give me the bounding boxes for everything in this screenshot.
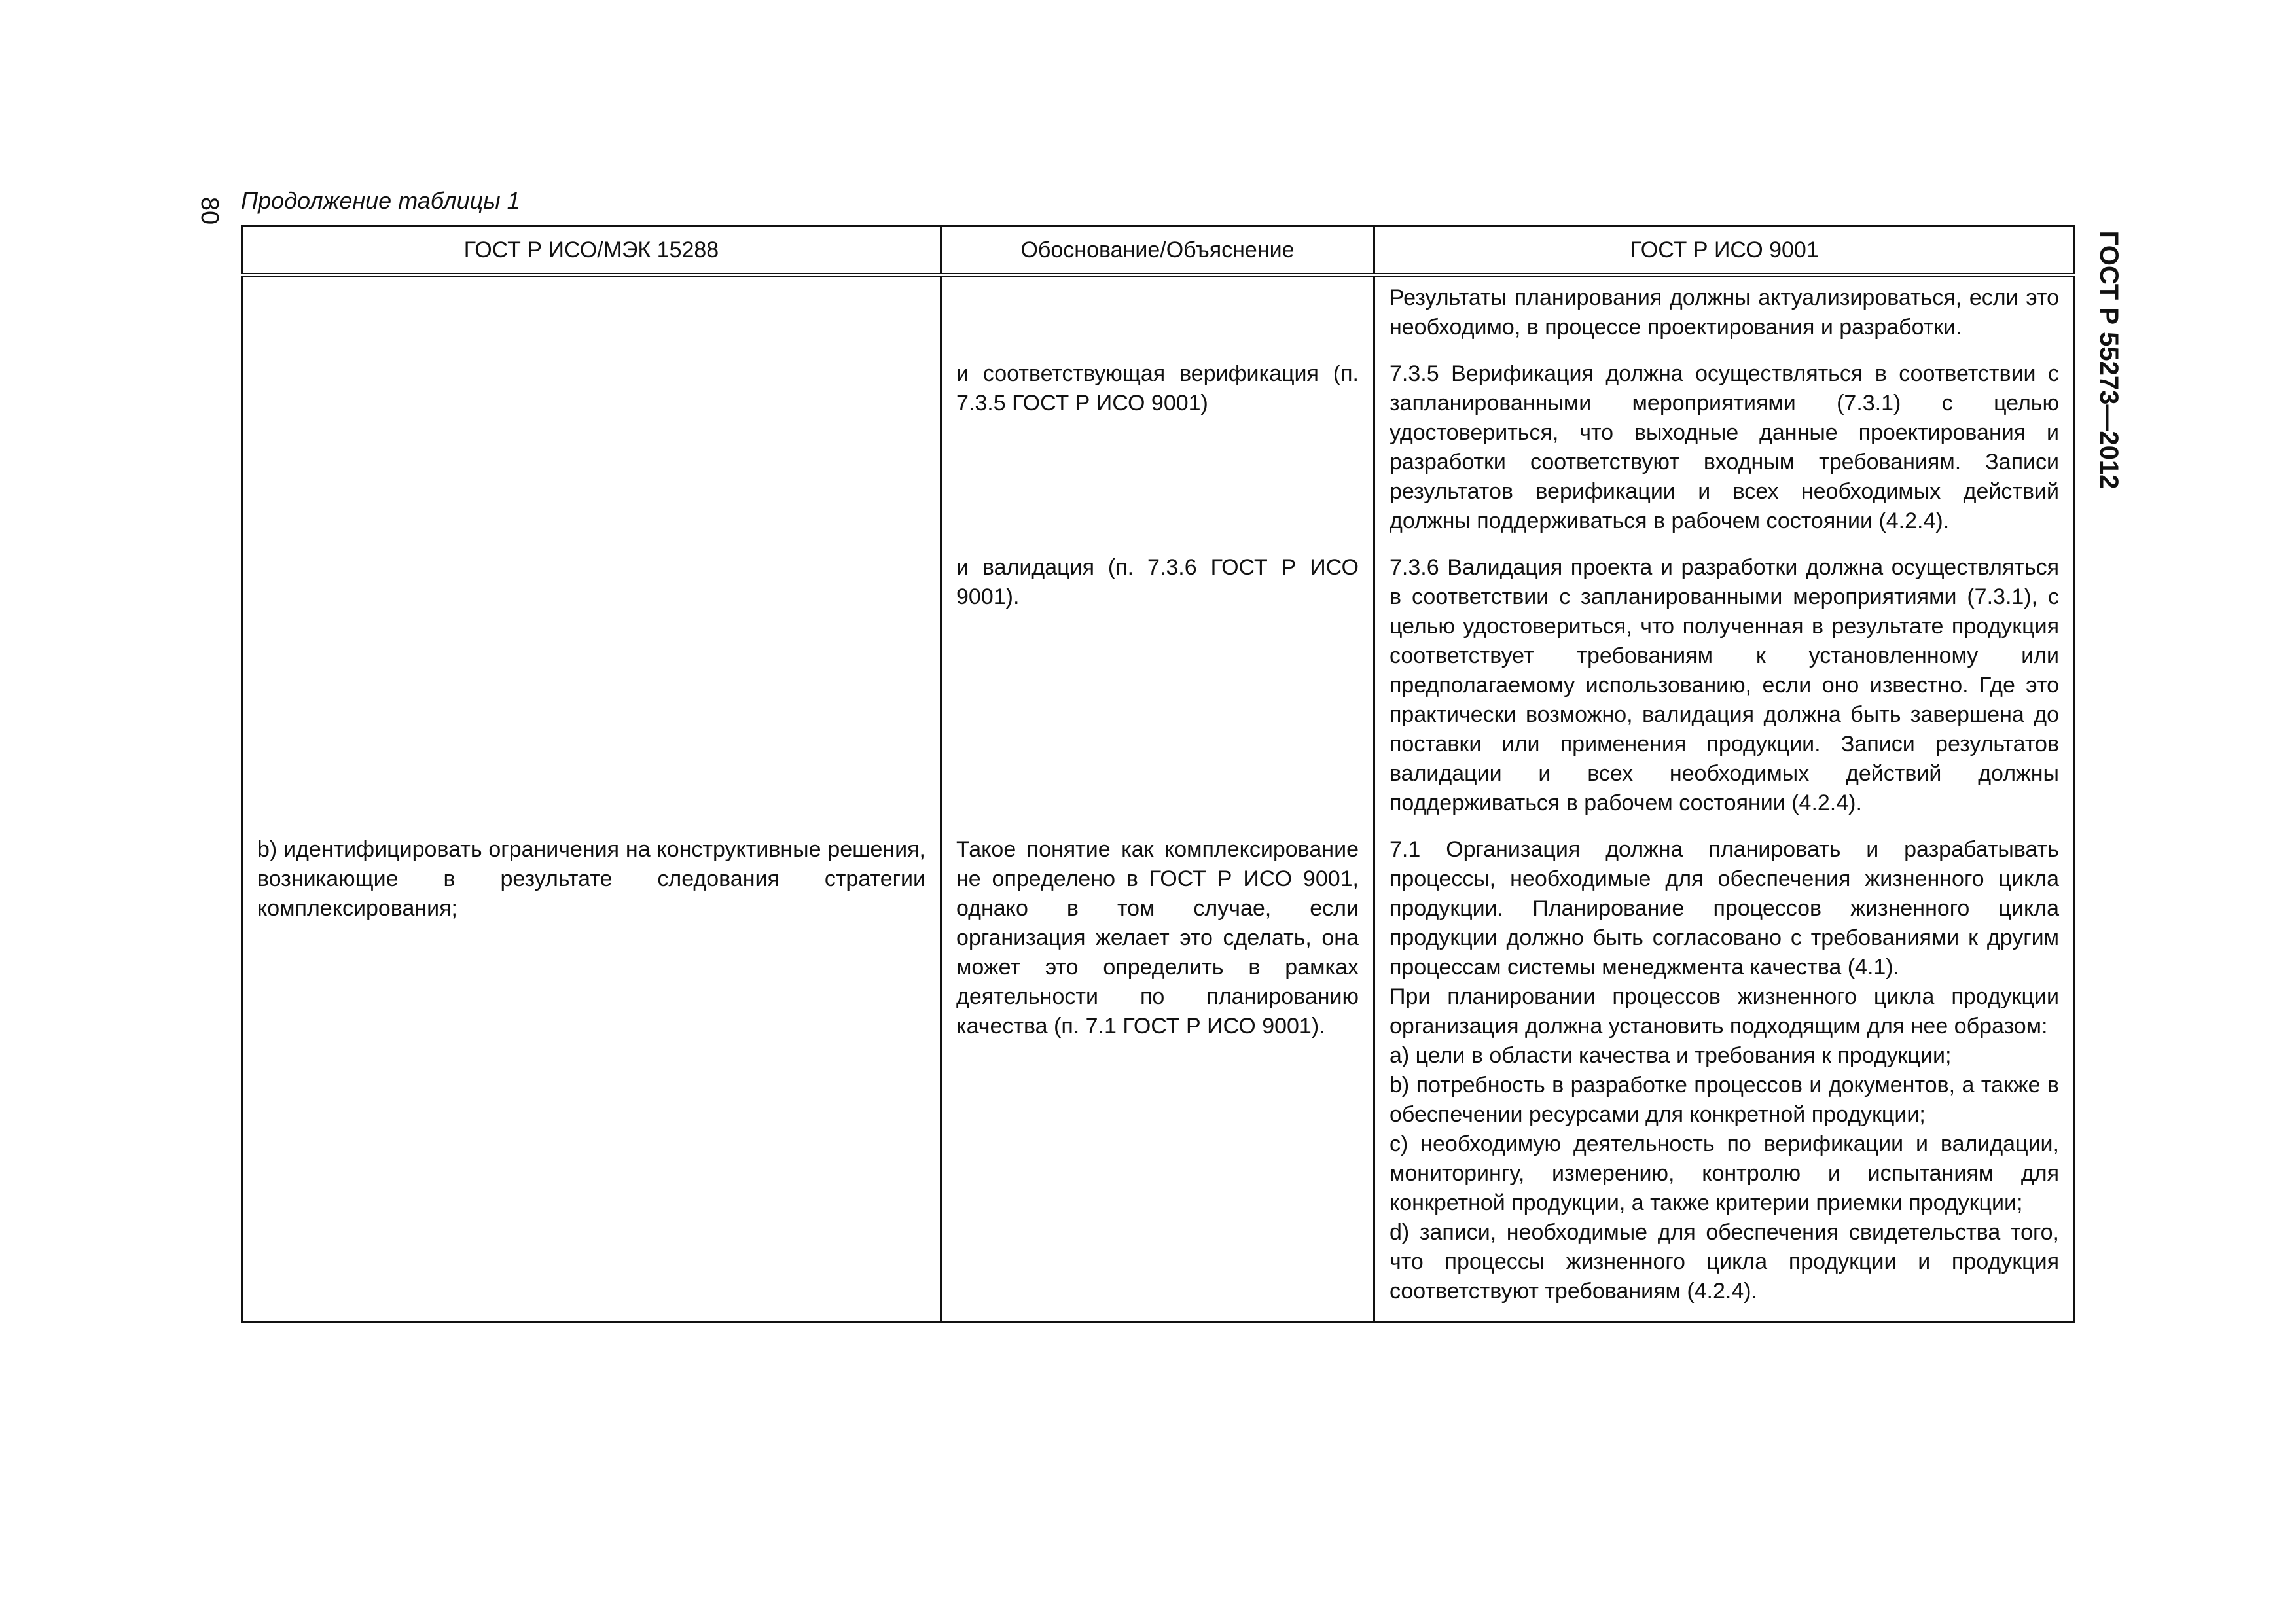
cell-rationale xyxy=(941,275,1374,353)
cell-rationale: Такое понятие как комплексирование не определено в ГОСТ Р ИСО 9001, однако в том случае, если организация желает это сделать, она может это определить в рамках деятельности по планированию качества (п. 7.1 ГОСТ Р ИСО 9001). xyxy=(941,829,1374,1322)
comparison-table xyxy=(241,225,2075,1323)
column-header-rationale: Обоснование/Объяснение xyxy=(941,226,1374,276)
paragraph: При планировании процессов жизненного цикла продукции организация должна установить подходящим для нее образом: xyxy=(1390,984,2059,1039)
cell-iso-15288 xyxy=(242,546,941,829)
table-caption: Продолжение таблицы 1 xyxy=(241,187,520,214)
table-header-row xyxy=(242,226,2075,276)
column-header-iso-9001: ГОСТ Р ИСО 9001 xyxy=(1374,226,2075,276)
list-item: d) записи, необходимые для обеспечения свидетельства того, что процессы жизненного цикла продукции и продукция соответствуют требованиям (4.2.4). xyxy=(1390,1220,2059,1304)
cell-rationale: и соответствующая верификация (п. 7.3.5 ГОСТ Р ИСО 9001) xyxy=(941,353,1374,546)
page-number: 80 xyxy=(196,196,224,225)
list-item: a) цели в области качества и требования к продукции; xyxy=(1390,1043,1952,1068)
list-item: b) потребность в разработке процессов и документов, а также в обеспечении ресурсами для конкретной продукции; xyxy=(1390,1073,2059,1127)
cell-iso-9001 xyxy=(1374,546,2075,829)
paragraph: Результаты планирования должны актуализироваться, если это необходимо, в процессе проектирования и разработки. xyxy=(1390,285,2059,340)
table-row xyxy=(242,546,2075,829)
table-row xyxy=(242,353,2075,546)
column-header-iso-15288: ГОСТ Р ИСО/МЭК 15288 xyxy=(242,226,941,276)
paragraph: 7.3.5 Верификация должна осуществляться в соответствии с запланированными мероприятиями (7.3.1) с целью удостовериться, что выходные данные проектирования и разработки соответствуют входным требованиям. Записи результатов верификации и всех необходимых действий должны поддерживаться в рабочем состоянии (4.2.4). xyxy=(1390,361,2059,533)
cell-iso-15288: b) идентифицировать ограничения на конструктивные решения, возникающие в результате следования стратегии комплексирования; xyxy=(242,829,941,1322)
cell-iso-9001 xyxy=(1374,353,2075,546)
list-item: c) необходимую деятельность по верификации и валидации, мониторингу, измерению, контролю и испытаниям для конкретной продукции, а также критерии приемки продукции; xyxy=(1390,1132,2059,1215)
cell-iso-9001 xyxy=(1374,275,2075,353)
cell-iso-15288 xyxy=(242,353,941,546)
cell-iso-15288 xyxy=(242,275,941,353)
paragraph: 7.1 Организация должна планировать и разрабатывать процессы, необходимые для обеспечения жизненного цикла продукции. Планирование процессов жизненного цикла продукции должно быть согласовано с требованиями к другим процессам системы менеджмента качества (4.1). xyxy=(1390,837,2059,980)
document-code-header: ГОСТ Р 55273—2012 xyxy=(2094,230,2124,490)
cell-rationale: и валидация (п. 7.3.6 ГОСТ Р ИСО 9001). xyxy=(941,546,1374,829)
paragraph: 7.3.6 Валидация проекта и разработки должна осуществляться в соответствии с запланированными мероприятиями (7.3.1), с целью удостовериться, что полученная в результате продукция соответствует требованиям к установленному или предполагаемому использованию, если оно известно. Где это практически возможно, валидация должна быть завершена до поставки или применения продукции. Записи результатов валидации и всех необходимых действий должны поддерживаться в рабочем состоянии (4.2.4). xyxy=(1390,555,2059,815)
table-row xyxy=(242,275,2075,353)
cell-iso-9001 xyxy=(1374,829,2075,1322)
table-row xyxy=(242,829,2075,1322)
